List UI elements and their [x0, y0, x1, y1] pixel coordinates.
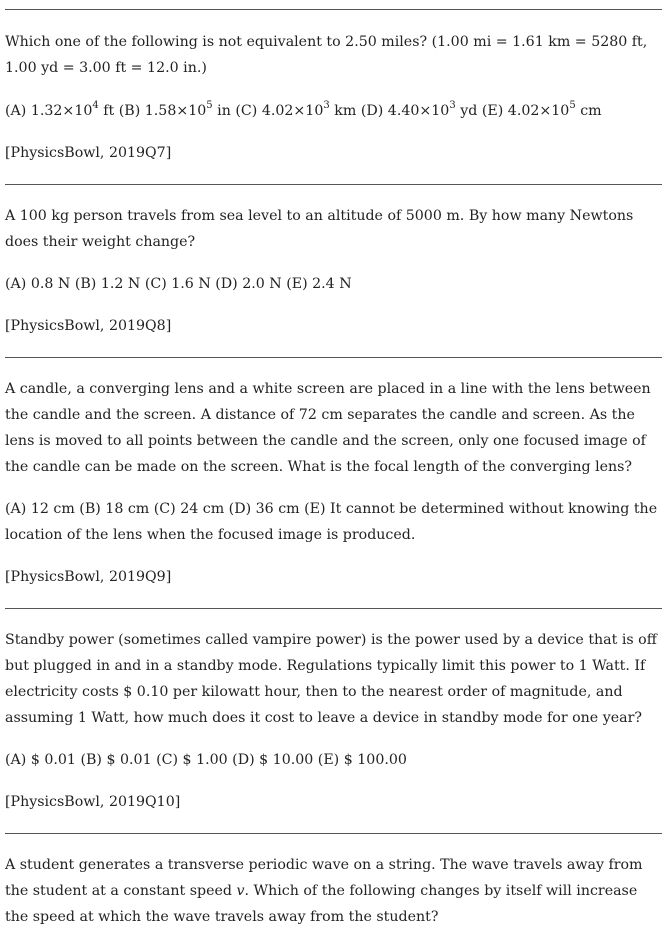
choice-label: (D)	[360, 103, 384, 119]
choice-a-exponent: 4	[92, 100, 99, 112]
question-source: [PhysicsBowl, 2019Q10]	[5, 794, 181, 810]
choice-a-unit: ft	[103, 103, 115, 119]
choice-e-exponent: 5	[569, 100, 576, 112]
question-block-q7	[5, 29, 662, 166]
divider	[5, 608, 662, 609]
divider	[5, 9, 662, 10]
choice-e-value: 4.02×10	[507, 103, 570, 119]
choice-c-exponent: 3	[323, 100, 330, 112]
question-text-end: . Which of the following changes by itself will increase the speed at which the wave travels away from the student?	[5, 883, 638, 925]
choice-label: (B)	[118, 103, 141, 119]
question-block-q11	[5, 852, 662, 930]
question-text: A 100 kg person travels from sea level to an altitude of 5000 m. By how many Newtons does their weight change?	[5, 208, 634, 250]
question-block-q10	[5, 627, 662, 815]
choice-a-value: 1.32×10	[30, 103, 93, 119]
choice-label: (E)	[481, 103, 504, 119]
question-text: Which one of the following is not equivalent to 2.50 miles? (1.00 mi = 1.61 km = 5280 ft, 1.00 yd = 3.00 ft = 12.0 in.)	[5, 34, 648, 76]
answer-choices: (A) 12 cm (B) 18 cm (C) 24 cm (D) 36 cm (E) It cannot be determined without knowing the location of the lens when the focused image is produced.	[5, 501, 658, 543]
question-text: A candle, a converging lens and a white screen are placed in a line with the lens between the candle and the screen. A distance of 72 cm separates the candle and screen. As the lens is moved to all points between the candle and the screen, only one focused image of the candle can be made on the screen. What is the focal length of the converging lens?	[5, 381, 651, 475]
question-source: [PhysicsBowl, 2019Q8]	[5, 318, 172, 334]
question-source: [PhysicsBowl, 2019Q7]	[5, 145, 172, 161]
choice-e-unit: cm	[580, 103, 602, 119]
answer-choices: (A) $ 0.01 (B) $ 0.01 (C) $ 1.00 (D) $ 10.00 (E) $ 100.00	[5, 752, 407, 768]
choice-label: (C)	[235, 103, 258, 119]
question-source: [PhysicsBowl, 2019Q9]	[5, 569, 172, 585]
choice-label: (A)	[5, 103, 27, 119]
choice-b-exponent: 5	[206, 100, 213, 112]
choice-d-value: 4.40×10	[387, 103, 450, 119]
choice-d-exponent: 3	[449, 100, 456, 112]
divider	[5, 357, 662, 358]
answer-choices	[5, 98, 662, 124]
choice-c-value: 4.02×10	[261, 103, 324, 119]
question-text-start: A student generates a transverse periodic wave on a string. The wave travels away from the student at a constant speed	[5, 857, 643, 899]
question-block-q8	[5, 203, 662, 339]
choice-c-unit: km	[334, 103, 357, 119]
speed-variable: v	[236, 883, 245, 899]
question-block-q9	[5, 376, 662, 590]
divider	[5, 184, 662, 185]
answer-choices: (A) 0.8 N (B) 1.2 N (C) 1.6 N (D) 2.0 N (E) 2.4 N	[5, 276, 352, 292]
choice-b-unit: in	[217, 103, 231, 119]
question-text	[5, 852, 662, 930]
question-text: Standby power (sometimes called vampire power) is the power used by a device that is off but plugged in and in a standby mode. Regulations typically limit this power to 1 Watt. If electricity costs $ 0.10 per kilowatt hour, then to the nearest order of magnitude, and assuming 1 Watt, how much does it cost to leave a device in standby mode for one year?	[5, 632, 657, 726]
divider	[5, 833, 662, 834]
question-page	[5, 0, 662, 930]
choice-d-unit: yd	[460, 103, 478, 119]
choice-b-value: 1.58×10	[144, 103, 207, 119]
